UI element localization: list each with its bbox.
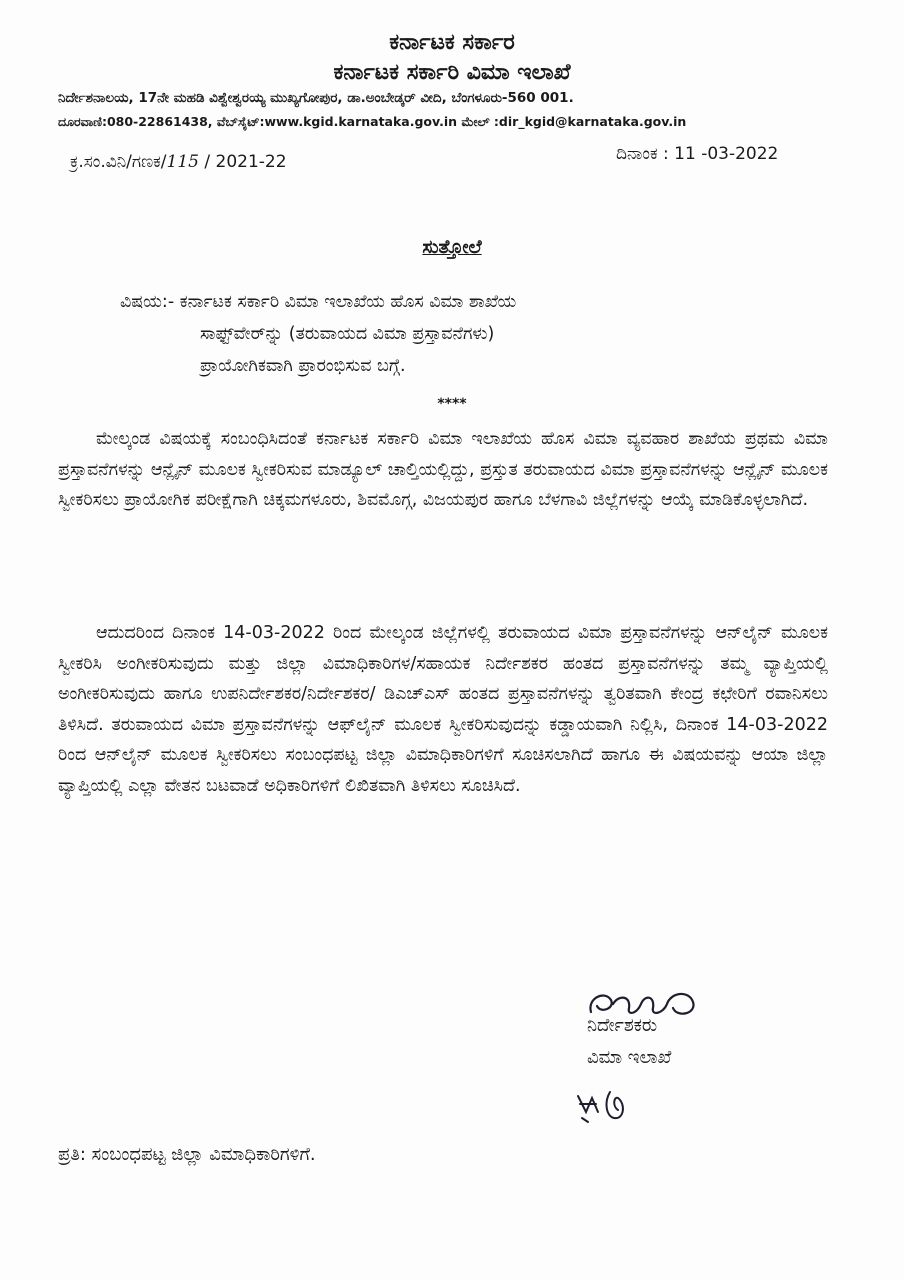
handwritten-initials (572, 1086, 642, 1126)
section-separator: **** (437, 396, 467, 412)
reference-prefix: ಕ್ರ.ಸಂ.ವಿನಿ/ಗಣಕ/ (70, 152, 167, 172)
body-paragraph-2 (58, 618, 828, 801)
signatory-department: ವಿಮಾ ಇಲಾಖೆ (587, 1047, 672, 1068)
date-label: ದಿನಾಂಕ : (616, 144, 669, 164)
reference-year: / 2021-22 (198, 152, 287, 172)
copy-to-line: ಪ್ರತಿ: ಸಂಬಂಧಪಟ್ಟ ಜಿಲ್ಲಾ ವಿಮಾಧಿಕಾರಿಗಳಿಗೆ. (58, 1144, 316, 1165)
body-paragraph-2-text: ಆದುದರಿಂದ ದಿನಾಂಕ 14-03-2022 ರಿಂದ ಮೇಲ್ಕಂಡ ಜಿಲ್ಲೆಗಳಲ್ಲಿ ತರುವಾಯದ ವಿಮಾ ಪ್ರಸ್ತಾವನೆಗಳನ್ನು ಆನ್‌ಲೈನ್ ಮೂಲಕ ಸ್ವೀಕರಿಸಿ ಅಂಗೀಕರಿಸುವುದು ಮತ್ತು ಜಿಲ್ಲಾ ವಿಮಾಧಿಕಾರಿಗಳ/ಸಹಾಯಕ ನಿರ್ದೇಶಕರ ಹಂತದ ಪ್ರಸ್ತಾವನೆಗಳನ್ನು ತಮ್ಮ ವ್ಯಾಪ್ತಿಯಲ್ಲಿ ಅಂಗೀಕರಿಸುವುದು ಹಾಗೂ ಉಪನಿರ್ದೇಶಕರ/ನಿರ್ದೇಶಕರ/ ಡಿಎಚ್‌ಎಸ್ ಹಂತದ ಪ್ರಸ್ತಾವನೆಗಳನ್ನು ತ್ವರಿತವಾಗಿ ಕೇಂದ್ರ ಕಛೇರಿಗೆ ರವಾನಿಸಲು ತಿಳಿಸಿದೆ. ತರುವಾಯದ ವಿಮಾ ಪ್ರಸ್ತಾವನೆಗಳನ್ನು ಆಫ್‌ಲೈನ್ ಮೂಲಕ ಸ್ವೀಕರಿಸುವುದನ್ನು ಕಡ್ಡಾಯವಾಗಿ ನಿಲ್ಲಿಸಿ, ದಿನಾಂಕ 14-03-2022 ರಿಂದ ಆನ್‌ಲೈನ್ ಮೂಲಕ ಸ್ವೀಕರಿಸಲು ಸಂಬಂಧಪಟ್ಟ ಜಿಲ್ಲಾ ವಿಮಾಧಿಕಾರಿಗಳಿಗೆ ಸೂಚಿಸಲಾಗಿದೆ ಹಾಗೂ ಈ ವಿಷಯವನ್ನು ಆಯಾ ಜಿಲ್ಲಾ ವ್ಯಾಪ್ತಿಯಲ್ಲಿ ಎಲ್ಲಾ ವೇತನ ಬಟವಾಡೆ ಅಧಿಕಾರಿಗಳಿಗೆ ಲಿಖಿತವಾಗಿ ತಿಳಿಸಲು ಸೂಚಿಸಿದೆ. (58, 623, 828, 796)
header-government: ಕರ್ನಾಟಕ ಸರ್ಕಾರ (389, 30, 515, 55)
subject-line-3: ಪ್ರಾಯೋಗಿಕವಾಗಿ ಪ್ರಾರಂಭಿಸುವ ಬಗ್ಗೆ. (200, 356, 406, 376)
subject-line-2: ಸಾಫ್ಟ್‌ವೇರ್‌ನ್ನು (ತರುವಾಯದ ವಿಮಾ ಪ್ರಸ್ತಾವನೆಗಳು) (200, 324, 495, 344)
header-department: ಕರ್ನಾಟಕ ಸರ್ಕಾರಿ ವಿಮಾ ಇಲಾಖೆ (333, 60, 571, 85)
signatory-title: ನಿರ್ದೇಶಕರು (587, 1015, 658, 1036)
subject-line-1: ವಿಷಯ:- ಕರ್ನಾಟಕ ಸರ್ಕಾರಿ ವಿಮಾ ಇಲಾಖೆಯ ಹೊಸ ವಿಮಾ ಶಾಖೆಯ (120, 292, 517, 312)
date-value: 11 -03-2022 (668, 144, 779, 164)
circular-title: ಸುತ್ತೋಲೆ (422, 236, 482, 258)
body-paragraph-1 (58, 424, 828, 516)
subject-block (120, 286, 516, 382)
reference-number (70, 152, 287, 172)
signatory-block (587, 1010, 671, 1074)
header-contact: ದೂರವಾಣಿ:080-22861438, ವೆಬ್‌ಸೈಟ್:www.kgid.karnataka.gov.in ಮೇಲ್ :dir_kgid@karnataka.gov.in (58, 114, 687, 129)
letter-date (616, 144, 778, 164)
reference-handwritten-number: 115 (166, 152, 199, 172)
body-paragraph-1-text: ಮೇಲ್ಕಂಡ ವಿಷಯಕ್ಕೆ ಸಂಬಂಧಿಸಿದಂತೆ ಕರ್ನಾಟಕ ಸರ್ಕಾರಿ ವಿಮಾ ಇಲಾಖೆಯ ಹೊಸ ವಿಮಾ ವ್ಯವಹಾರ ಶಾಖೆಯ ಪ್ರಥಮ ವಿಮಾ ಪ್ರಸ್ತಾವನೆಗಳನ್ನು ಆನ್ಲೈನ್ ಮೂಲಕ ಸ್ವೀಕರಿಸುವ ಮಾಡ್ಯೂಲ್ ಚಾಲ್ತಿಯಲ್ಲಿದ್ದು, ಪ್ರಸ್ತುತ ತರುವಾಯದ ವಿಮಾ ಪ್ರಸ್ತಾವನೆಗಳನ್ನು ಆನ್ಲೈನ್ ಮೂಲಕ ಸ್ವೀಕರಿಸಲು ಪ್ರಾಯೋಗಿಕ ಪರೀಕ್ಷೆಗಾಗಿ ಚಿಕ್ಕಮಗಳೂರು, ಶಿವಮೊಗ್ಗ, ವಿಜಯಪುರ ಹಾಗೂ ಬೆಳಗಾವಿ ಜಿಲ್ಲೆಗಳನ್ನು ಆಯ್ಕೆ ಮಾಡಿಕೊಳ್ಳಲಾಗಿದೆ. (58, 429, 828, 510)
header-address: ನಿರ್ದೇಶನಾಲಯ, 17ನೇ ಮಹಡಿ ವಿಶ್ವೇಶ್ವರಯ್ಯ ಮುಖ್ಯಗೋಪುರ, ಡಾ.ಅಂಬೇಡ್ಕರ್ ವೀದಿ, ಬೆಂಗಳೂರು-560 001. (58, 90, 574, 106)
